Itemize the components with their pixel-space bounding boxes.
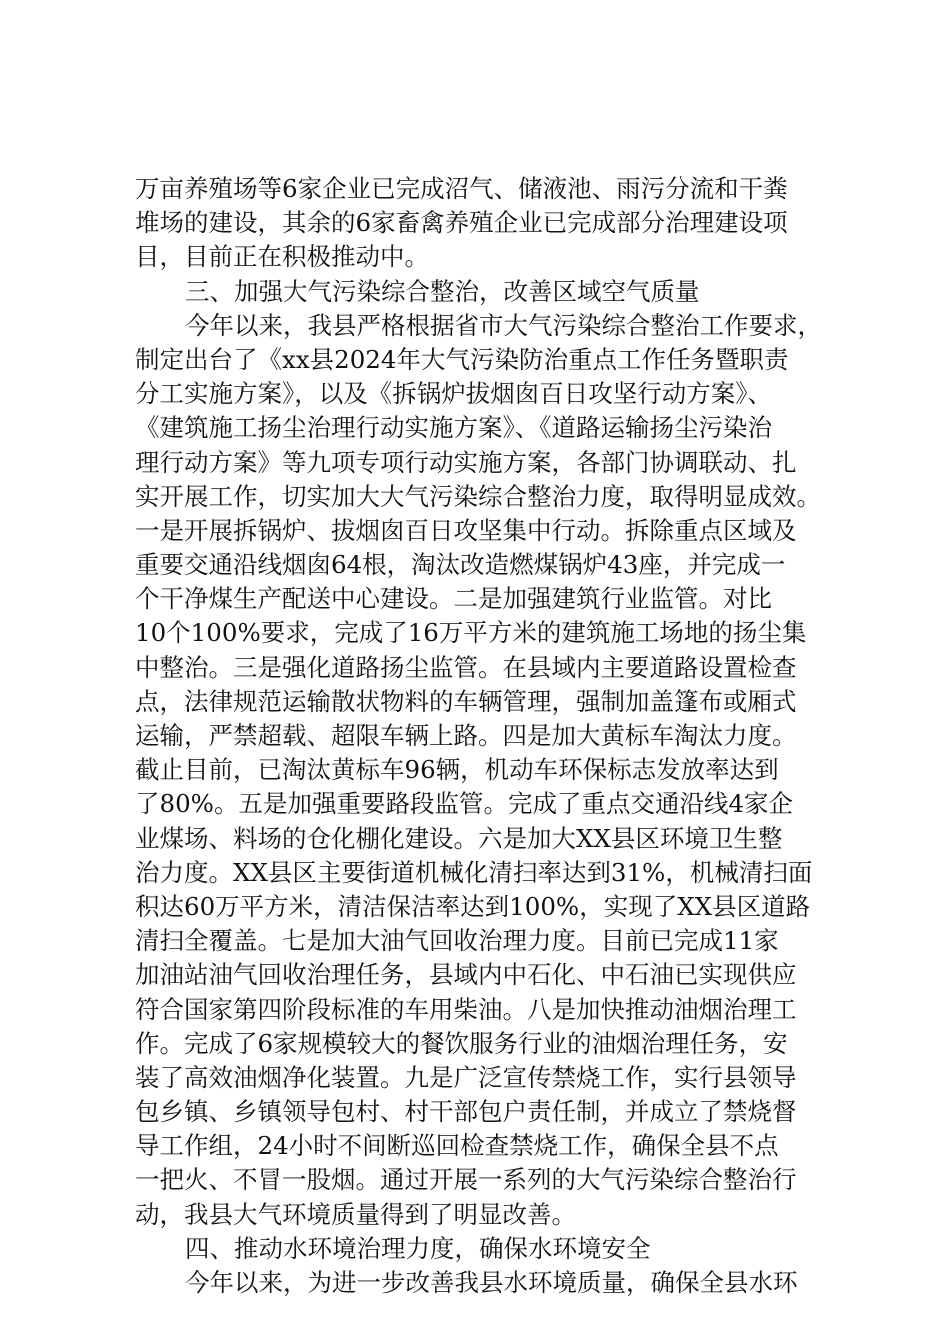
- text-line: 截止目前，已淘汰黄标车96辆，机动车环保标志发放率达到: [135, 755, 779, 785]
- paragraph-start-line: 今年以来，为进一步改善我县水环境质量，确保全县水环: [185, 1268, 798, 1297]
- text-line: 重要交通沿线烟囱64根，淘汰改造燃煤锅炉43座，并完成一: [135, 550, 786, 580]
- text-line: 业煤场、料场的仓化棚化建设。六是加大XX县区环境卫生整: [135, 823, 783, 853]
- text-line: 实开展工作，切实加大大气污染综合整治力度，取得明显成效。: [135, 481, 821, 511]
- text-line: 加油站油气回收治理任务，县域内中石化、中石油已实现供应: [135, 960, 797, 990]
- text-line: 点，法律规范运输散状物料的车辆管理，强制加盖篷布或厢式: [135, 686, 797, 716]
- text-line: 运输，严禁超载、超限车辆上路。四是加大黄标车淘汰力度。: [135, 721, 797, 750]
- text-line: 制定出台了《xx县2024年大气污染防治重点工作任务暨职责: [135, 344, 789, 374]
- text-line: 动，我县大气环境质量得到了明显改善。: [135, 1199, 576, 1229]
- text-line: 包乡镇、乡镇领导包村、村干部包户责任制，并成立了禁烧督: [135, 1097, 797, 1127]
- text-line: 符合国家第四阶段标准的车用柴油。八是加快推动油烟治理工: [135, 994, 797, 1024]
- text-line: 万亩养殖场等6家企业已完成沼气、储液池、雨污分流和干粪: [135, 174, 788, 203]
- text-line: 堆场的建设，其余的6家畜禽养殖企业已完成部分治理建设项: [135, 208, 788, 238]
- text-line: 分工实施方案》，以及《拆锅炉拔烟囱百日攻坚行动方案》、: [135, 379, 772, 409]
- text-line: 中整治。三是强化道路扬尘监管。在县域内主要道路设置检查: [135, 652, 797, 682]
- text-line: 清扫全覆盖。七是加大油气回收治理力度。目前已完成11家: [135, 926, 779, 956]
- text-line: 《建筑施工扬尘治理行动实施方案》、《道路运输扬尘污染治: [135, 413, 772, 443]
- document-body: [135, 172, 850, 1300]
- text-line: 作。完成了6家规模较大的餐饮服务行业的油烟治理任务，安: [135, 1028, 788, 1058]
- text-line: 理行动方案》等九项专项行动实施方案，各部门协调联动、扎: [135, 447, 797, 477]
- text-line: 10个100%要求，完成了16万平方米的建筑施工场地的扬尘集: [135, 618, 807, 648]
- text-line: 积达60万平方米，清洁保洁率达到100%，实现了XX县区道路: [135, 891, 811, 921]
- text-line: 治力度。XX县区主要街道机械化清扫率达到31%，机械清扫面: [135, 857, 813, 887]
- text-line: 导工作组，24小时不间断巡回检查禁烧工作，确保全县不点: [135, 1131, 779, 1161]
- text-line: 了80%。五是加强重要路段监管。完成了重点交通沿线4家企: [135, 789, 794, 819]
- text-line: 目，目前正在积极推动中。: [135, 242, 429, 272]
- text-line: 一是开展拆锅炉、拔烟囱百日攻坚集中行动。拆除重点区域及: [135, 515, 797, 545]
- text-line: 一把火、不冒一股烟。通过开展一系列的大气污染综合整治行: [135, 1165, 797, 1195]
- section-heading-3: 三、加强大气污染综合整治，改善区域空气质量: [185, 276, 700, 306]
- section-heading-4: 四、推动水环境治理力度，确保水环境安全: [185, 1233, 651, 1263]
- paragraph-start-line: 今年以来，我县严格根据省市大气污染综合整治工作要求，: [185, 310, 822, 340]
- text-line: 装了高效油烟净化装置。九是广泛宣传禁烧工作，实行县领导: [135, 1062, 797, 1092]
- text-line: 个干净煤生产配送中心建设。二是加强建筑行业监管。对比: [135, 584, 772, 614]
